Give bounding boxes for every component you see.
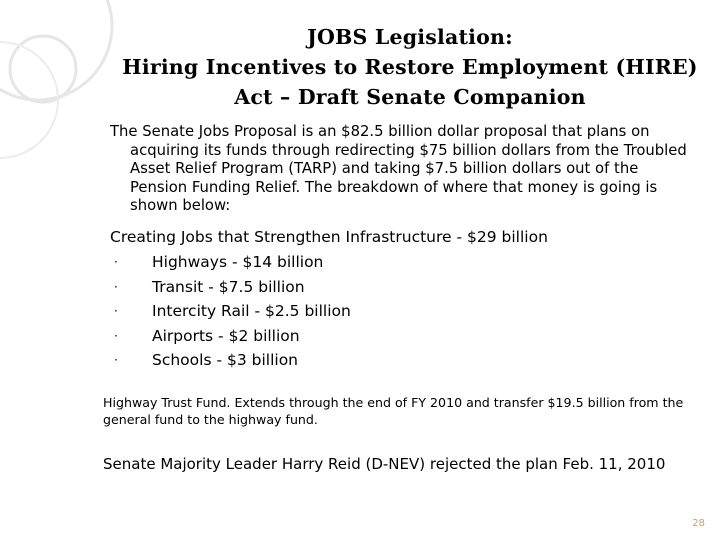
funding-list [110, 250, 700, 373]
bullet-icon: · [114, 353, 118, 367]
title-line-3: Act – Draft Senate Companion [234, 85, 586, 109]
bullet-icon: · [114, 279, 118, 294]
infrastructure-section [110, 226, 700, 373]
title-line-2: Hiring Incentives to Restore Employment (HIRE) [122, 55, 698, 79]
list-item-text: Airports - $2 billion [152, 326, 300, 345]
decor-circle-large [0, 0, 112, 100]
list-item-text: Transit - $7.5 billion [152, 277, 305, 296]
list-item [110, 348, 700, 373]
intro-paragraph: The Senate Jobs Proposal is an $82.5 billion dollar proposal that plans on acquiring its funds through redirecting $75 billion dollars from the Troubled Asset Relief Program (TARP) and taking $7.5 billion dollars out of the Pension Funding Relief. The breakdown of where that money is going is shown below: [110, 123, 687, 214]
list-item-text: Intercity Rail - $2.5 billion [152, 302, 351, 320]
list-item [110, 275, 700, 300]
infrastructure-heading: Creating Jobs that Strengthen Infrastructure - $29 billion [110, 228, 548, 246]
title-line-1: JOBS Legislation: [307, 25, 513, 49]
bullet-icon: · [114, 328, 118, 343]
decor-circle-medium [0, 42, 58, 158]
list-item [110, 324, 700, 349]
highway-trust-fund-note: Highway Trust Fund. Extends through the end of FY 2010 and transfer $19.5 billion from the general fund to the highway fund. [103, 395, 684, 427]
list-item [110, 250, 700, 275]
intro-block [110, 123, 700, 216]
page-number: 28 [692, 518, 705, 529]
decor-circle-small [10, 36, 76, 102]
reid-statement: Senate Majority Leader Harry Reid (D-NEV) rejected the plan Feb. 11, 2010 [103, 455, 666, 473]
bullet-icon: · [114, 304, 118, 318]
list-item-text: Schools - $3 billion [152, 351, 299, 369]
slide-title [100, 22, 720, 112]
list-item-text: Highways - $14 billion [152, 253, 324, 271]
bullet-icon: · [114, 255, 118, 269]
list-item [110, 299, 700, 324]
